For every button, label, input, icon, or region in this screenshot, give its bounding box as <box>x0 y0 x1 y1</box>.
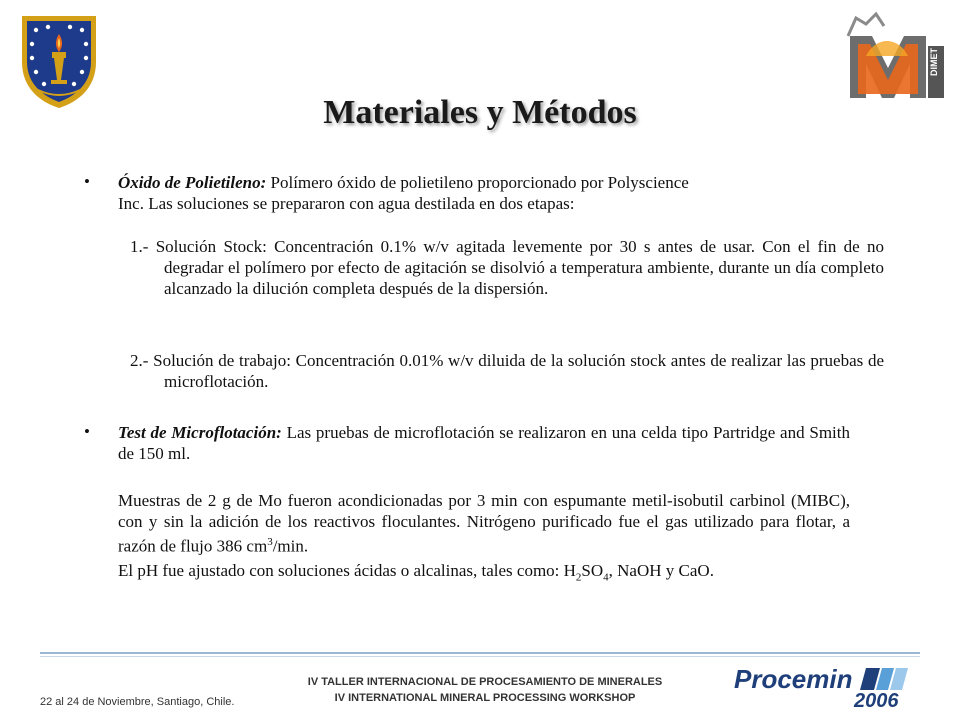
bullet-2-term: Test de Microflotación: <box>118 423 282 442</box>
bullet-1-text-line2: Inc. Las soluciones se prepararon con agua destilada en dos etapas: <box>118 194 575 213</box>
bullet-2-text: Las pruebas de microflotación se realizaron en una celda tipo Partridge and Smith de 150 ml. <box>118 423 850 463</box>
procemin-brand: Procemin <box>734 664 853 694</box>
bullet-1-term: Óxido de Polietileno: <box>118 173 267 192</box>
footer-divider-thin <box>40 656 920 657</box>
footer-event-es: IV TALLER INTERNACIONAL DE PROCESAMIENTO DE MINERALES <box>307 676 663 688</box>
dimet-logo <box>836 6 946 106</box>
procemin-logo <box>734 664 914 712</box>
footer-event-en: IV INTERNATIONAL MINERAL PROCESSING WORKSHOP <box>334 692 636 704</box>
paragraph-muestras <box>118 490 850 557</box>
paragraph-ph <box>118 560 850 588</box>
procemin-bars-icon <box>860 668 910 690</box>
paragraph-ph-b: SO <box>581 561 604 580</box>
slide-title: Materiales y Métodos <box>323 94 637 131</box>
bullet-1 <box>118 172 858 214</box>
procemin-year: 2006 <box>854 690 899 712</box>
paragraph-ph-c: , NaOH y CaO. <box>608 561 714 580</box>
bullet-1-text-line1: Polímero óxido de polietileno proporcionado por Polyscience <box>266 173 689 192</box>
paragraph-ph-sub1: 2 <box>575 571 582 584</box>
sub-item-2: 2.- Solución de trabajo: Concentración 0.01% w/v diluida de la solución stock antes de realizar las pruebas de microflotación. <box>130 351 884 391</box>
paragraph-muestras-end: /min. <box>272 536 309 556</box>
dimet-label: DIMET <box>929 48 939 76</box>
bullet-marker: • <box>84 172 90 191</box>
paragraph-ph-sub2: 4 <box>603 571 609 584</box>
bullet-marker: • <box>84 422 90 441</box>
footer-divider <box>40 652 920 654</box>
sub-item-1: 1.- Solución Stock: Concentración 0.1% w/v agitada levemente por 30 s antes de usar. Con el fin de no degradar el polímero por efecto de agitación se disolvió a temperatura ambiente, durante un día completo alcanzado la dilución completa después de la dispersión. <box>130 237 884 298</box>
bullet-2 <box>118 422 850 464</box>
paragraph-muestras-sup: 3 <box>267 536 273 548</box>
paragraph-muestras-main: Muestras de 2 g de Mo fueron acondicionadas por 3 min con espumante metil-isobutil carbinol (MIBC), con y sin la adición de los reactivos floculantes. Nitrógeno purificado fue el gas utilizado para flotar, a razón de flujo 386 cm <box>118 491 850 556</box>
paragraph-ph-a: El pH fue ajustado con soluciones ácidas o alcalinas, tales como: H <box>118 561 576 580</box>
footer-date-place: 22 al 24 de Noviembre, Santiago, Chile. <box>40 696 235 708</box>
